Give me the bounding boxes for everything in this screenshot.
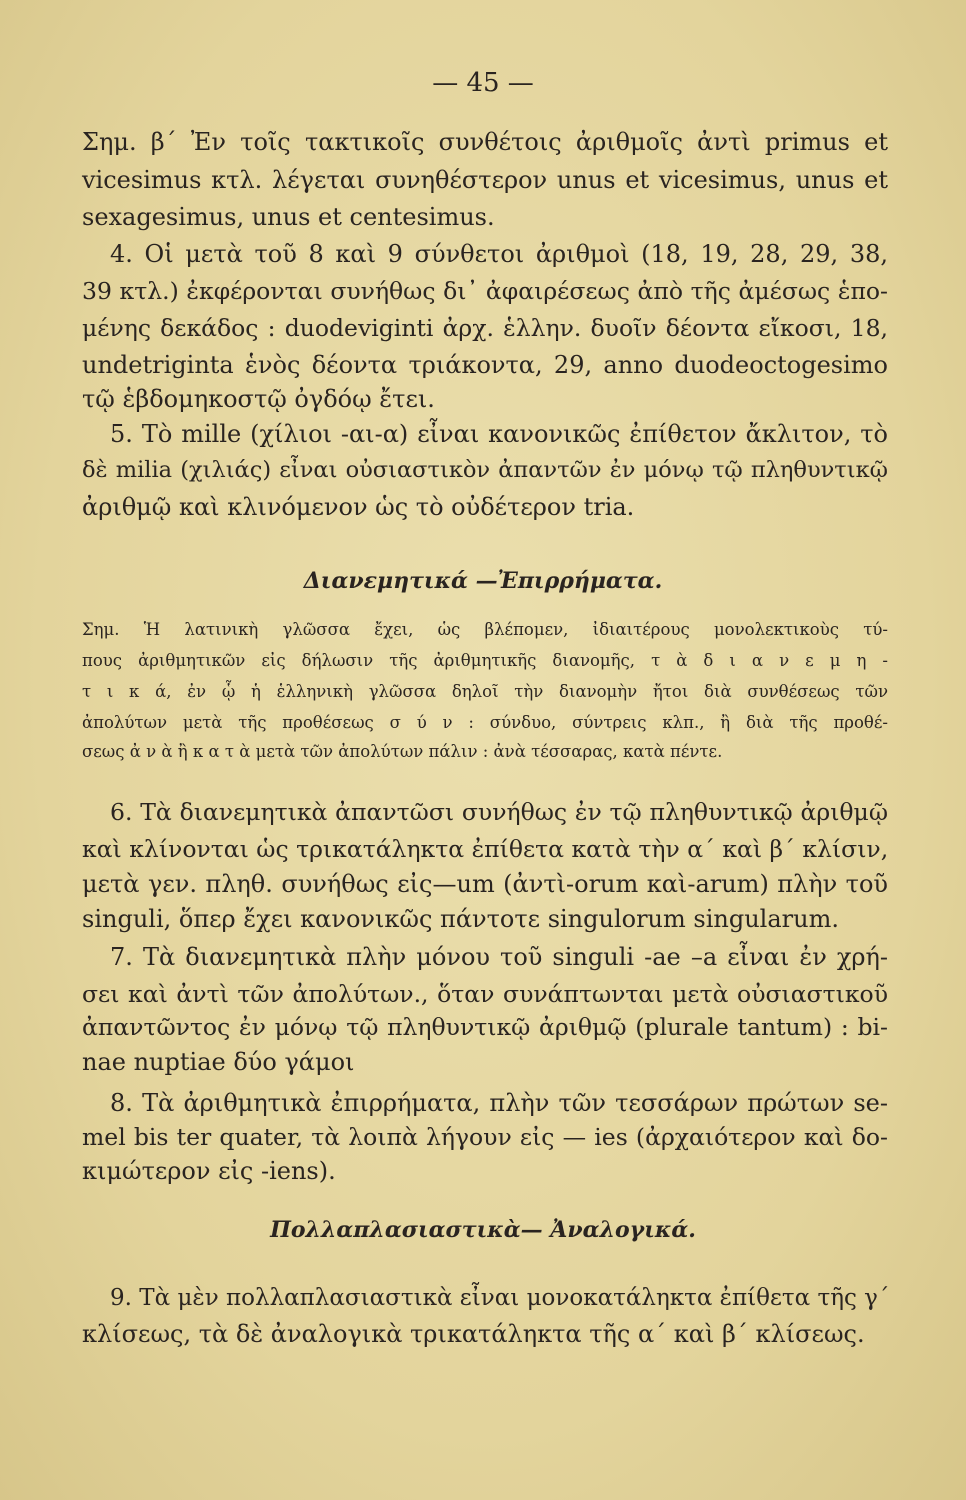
text-line: 7. Τὰ διανεμητικὰ πλὴν μόνου τοῦ singuli -ae –a εἶναι ἐν χρή- [110, 943, 888, 971]
text-line: nae nuptiae δύο γάμοι [82, 1048, 355, 1076]
text-line: δὲ milia (χιλιάς) εἶναι οὐσιαστικὸν ἀπαντῶν ἐν μόνῳ τῷ πληθυντικῷ [82, 457, 888, 483]
note-line: πους ἀριθμητικῶν εἰς δήλωσιν τῆς ἀριθμητικῆς διανομῆς, τ ὰ δ ι α ν ε μ η - [82, 651, 888, 670]
text-line: vicesimus κτλ. λέγεται συνηθέστερον unus et vicesimus, unus et [82, 166, 888, 194]
text-line: κλίσεως, τὰ δὲ ἀναλογικὰ τρικατάληκτα τῆς α΄ καὶ β΄ κλίσεως. [82, 1320, 865, 1348]
note-line: τ ι κ ά, ἐν ᾧ ἡ ἑλληνικὴ γλῶσσα δηλοῖ τὴν διανομὴν ἤτοι διὰ συνθέσεως τῶν [82, 682, 888, 701]
text-line: καὶ κλίνονται ὡς τρικατάληκτα ἐπίθετα κατὰ τὴν α΄ καὶ β΄ κλίσιν, [82, 835, 889, 863]
text-line: 8. Τὰ ἀριθμητικὰ ἐπιρρήματα, πλὴν τῶν τεσσάρων πρώτων se- [110, 1089, 888, 1117]
text-line: singuli, ὅπερ ἔχει κανονικῶς πάντοτε singulorum singularum. [82, 905, 839, 933]
text-line: 6. Τὰ διανεμητικὰ ἀπαντῶσι συνήθως ἐν τῷ πληθυντικῷ ἀριθμῷ [110, 798, 888, 826]
section-heading: Πολλαπλασιαστικὰ— Ἀναλογικά. [270, 1217, 696, 1243]
text-line: τῷ ἑβδομηκοστῷ ὀγδόῳ ἔτει. [82, 385, 435, 413]
text-line: μετὰ γεν. πληθ. συνήθως εἰς—um (ἀντὶ-orum καὶ-arum) πλὴν τοῦ [82, 870, 888, 898]
text-line: σει καὶ ἀντὶ τῶν ἀπολύτων., ὅταν συνάπτωνται μετὰ οὐσιαστικοῦ [82, 980, 888, 1008]
note-line: ἀπολύτων μετὰ τῆς προθέσεως σ ύ ν : σύνδυο, σύντρεις κλπ., ἢ διὰ τῆς προθέ- [82, 713, 888, 732]
text-line: undetriginta ἑνὸς δέοντα τριάκοντα, 29, anno duodeoctogesimo [82, 351, 888, 379]
text-line: 39 κτλ.) ἐκφέρονται συνήθως δι᾽ ἀφαιρέσεως ἀπὸ τῆς ἀμέσως ἑπο- [82, 277, 888, 305]
text-line: Σημ. β΄ Ἐν τοῖς τακτικοῖς συνθέτοις ἀριθμοῖς ἀντὶ primus et [82, 128, 888, 156]
section-heading: Διανεμητικά —Ἐπιρρήματα. [303, 568, 663, 594]
text-line: ἀριθμῷ καὶ κλινόμενον ὡς τὸ οὐδέτερον tria. [82, 493, 635, 521]
note-line: Σημ. Ἡ λατινικὴ γλῶσσα ἔχει, ὡς βλέπομεν, ἰδιαιτέρους μονολεκτικοὺς τύ- [82, 620, 888, 639]
text-line: μένης δεκάδος : duodeviginti ἀρχ. ἑλλην. δυοῖν δέοντα εἴκοσι, 18, [82, 314, 888, 342]
text-line: 5. Τὸ mille (χίλιοι -αι-α) εἶναι κανονικῶς ἐπίθετον ἄκλιτον, τὸ [110, 420, 888, 448]
page-number: — 45 — [432, 68, 534, 98]
note-line: σεως ἀ ν ὰ ἢ κ α τ ὰ μετὰ τῶν ἀπολύτων πάλιν : ἀνὰ τέσσαρας, κατὰ πέντε. [82, 742, 723, 761]
text-line: κιμώτερον εἰς -iens). [82, 1157, 336, 1185]
text-line: 9. Τὰ μὲν πολλαπλασιαστικὰ εἶναι μονοκατάληκτα ἐπίθετα τῆς γ΄ [110, 1285, 890, 1311]
text-line: ἀπαντῶντος ἐν μόνῳ τῷ πληθυντικῷ ἀριθμῷ (plurale tantum) : bi- [82, 1013, 888, 1041]
text-line: sexagesimus, unus et centesimus. [82, 203, 495, 231]
text-line: 4. Οἱ μετὰ τοῦ 8 καὶ 9 σύνθετοι ἀριθμοὶ (18, 19, 28, 29, 38, [110, 240, 888, 268]
text-line: mel bis ter quater, τὰ λοιπὰ λήγουν εἰς — ies (ἀρχαιότερον καὶ δο- [82, 1123, 888, 1151]
